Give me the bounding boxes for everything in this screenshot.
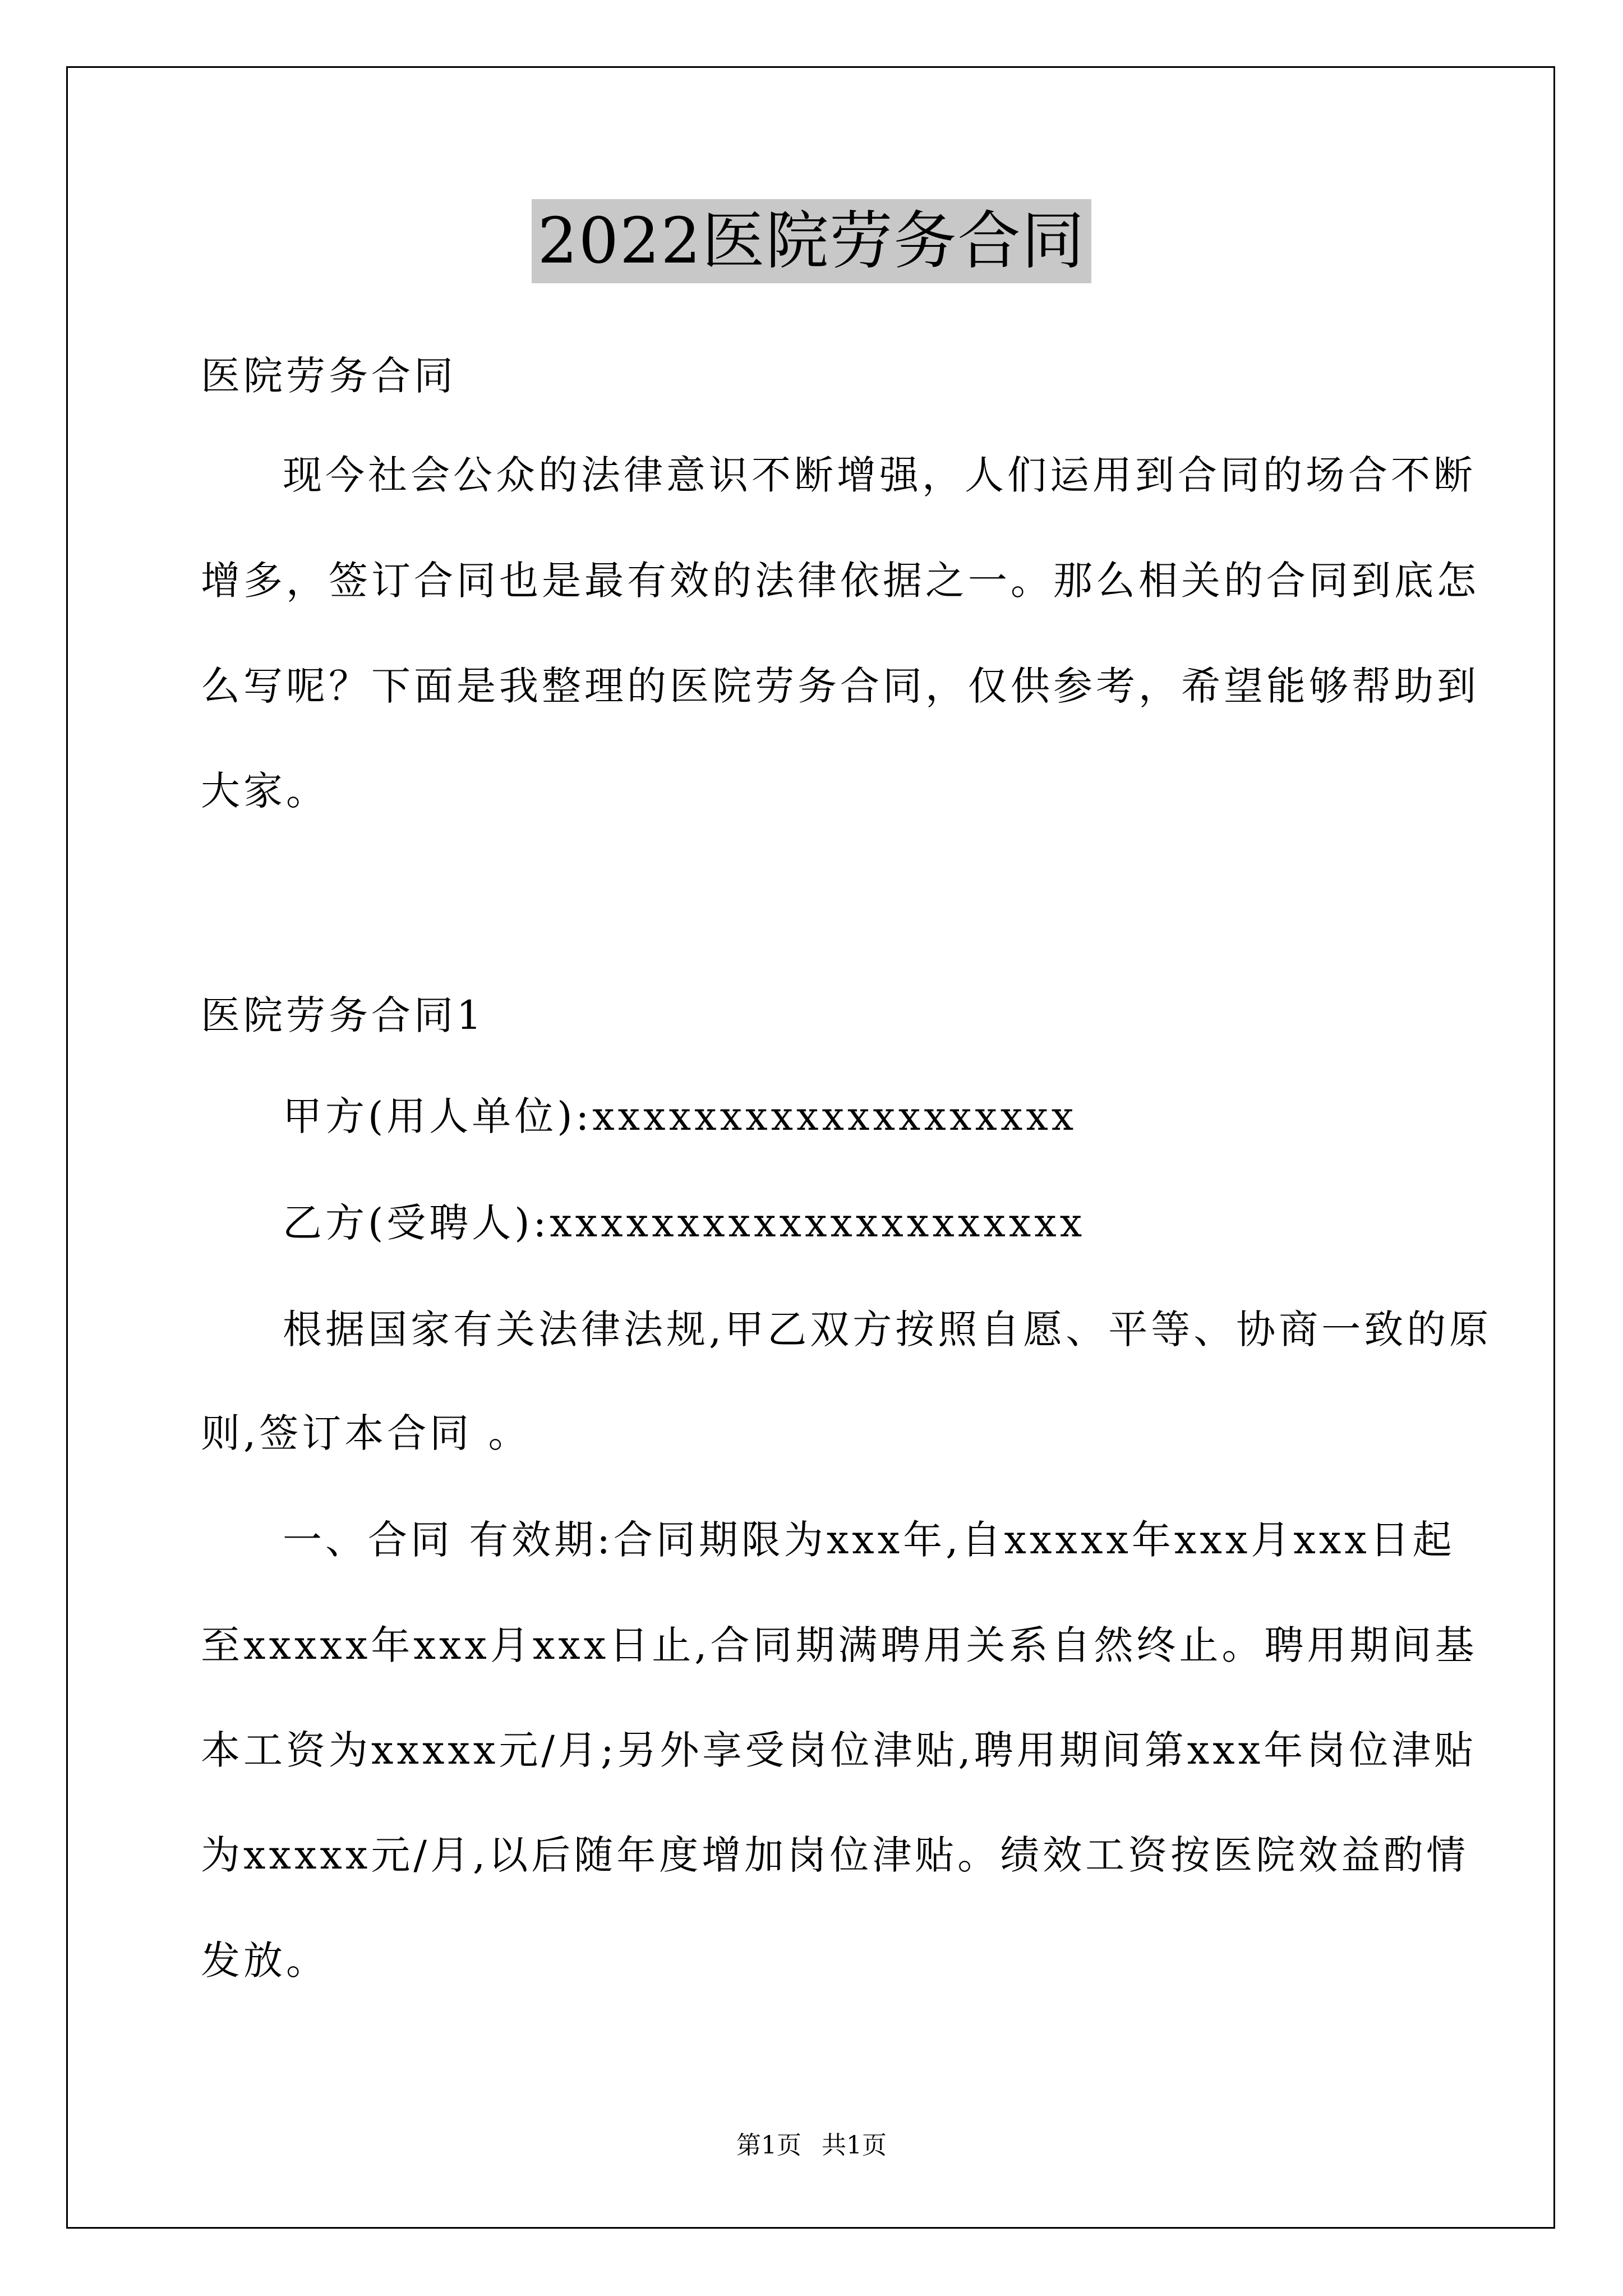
page-footer: [0, 2132, 1623, 2160]
clause-line: 本工资为xxxxx元/月;另外享受岗位津贴,聘用期间第xxx年岗位津贴: [201, 1727, 1477, 1773]
title-wrapper: [0, 199, 1623, 283]
body-line: 么写呢？下面是我整理的医院劳务合同，仅供参考，希望能够帮助到: [201, 663, 1479, 709]
body-line: 增多，签订合同也是最有效的法律依据之一。那么相关的合同到底怎: [201, 558, 1479, 604]
page-total: 共1页: [822, 2131, 887, 2160]
document-title: 2022医院劳务合同: [532, 199, 1091, 283]
clause-line: 为xxxxx元/月,以后随年度增加岗位津贴。绩效工资按医院效益酌情: [201, 1832, 1469, 1878]
section-heading: 医院劳务合同1: [201, 992, 485, 1038]
page-number: 第1页: [736, 2131, 801, 2160]
party-b-line: 乙方(受聘人):xxxxxxxxxxxxxxxxxxxxx: [283, 1200, 1086, 1246]
party-a-line: 甲方(用人单位):xxxxxxxxxxxxxxxxxxx: [283, 1093, 1077, 1139]
clause-line: 发放。: [201, 1938, 329, 1984]
clause-line: 一、合同 有效期:合同期限为xxx年,自xxxxx年xxx月xxx日起: [283, 1517, 1455, 1563]
body-line: 根据国家有关法律法规,甲乙双方按照自愿、平等、协商一致的原: [283, 1306, 1492, 1352]
clause-line: 至xxxxx年xxx月xxx日止,合同期满聘用关系自然终止。聘用期间基: [201, 1622, 1478, 1668]
body-line: 则,签订本合同 。: [201, 1410, 531, 1456]
body-line: 现今社会公众的法律意识不断增强，人们运用到合同的场合不断: [283, 452, 1476, 498]
intro-heading: 医院劳务合同: [201, 353, 457, 399]
body-line: 大家。: [201, 768, 329, 814]
